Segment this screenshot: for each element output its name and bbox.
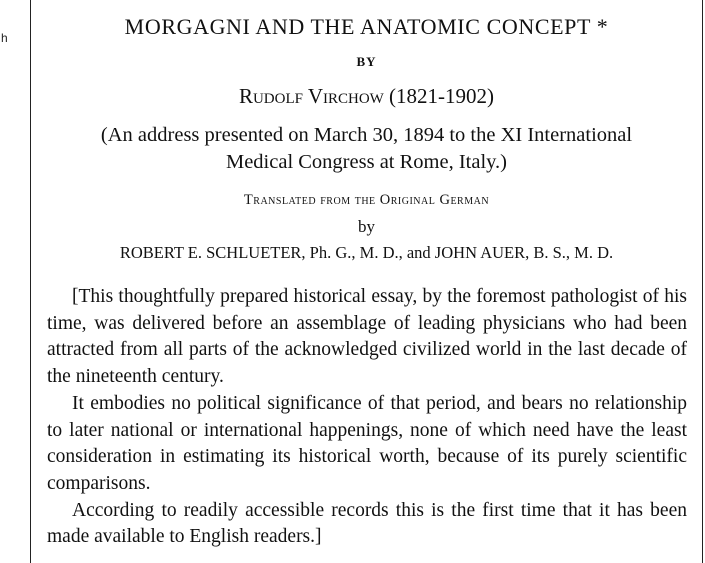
occasion-note [31, 122, 702, 176]
translators-line: ROBERT E. SCHLUETER, Ph. G., M. D., and JOHN AUER, B. S., M. D. [119, 243, 614, 262]
author-line: Rudolf Virchow (1821-1902) [238, 84, 495, 108]
translators-by-label: by [358, 217, 375, 236]
body-paragraph: [This thoughtfully prepared historical essay, by the foremost pathologist of his time, was delivered before an assemblage of leading physicians who had been attracted from all parts of the acknowledged civilized world in the last decade of the nineteenth century. [47, 286, 687, 388]
editorial-note [47, 284, 687, 551]
document-page [31, 0, 702, 563]
occasion-line-2: Medical Congress at Rome, Italy.) [225, 151, 508, 173]
article-title: MORGAGNI AND THE ANATOMIC CONCEPT * [124, 14, 609, 39]
occasion-line-1: (An address presented on March 30, 1894 to the XI International [100, 124, 633, 146]
translation-note: Translated from the Original German [243, 192, 490, 208]
right-border-line [702, 0, 703, 563]
left-gutter [0, 0, 30, 563]
body-paragraph: According to readily accessible records this is the first time that it has been made available to English readers.] [47, 499, 687, 548]
by-label: BY [356, 54, 377, 69]
gutter-letter: h [1, 31, 8, 45]
body-paragraph: It embodies no political significance of that period, and bears no relationship to later national or international happenings, none of which need have the least consideration in estimating its historical worth, because of its purely scientific comparisons. [47, 392, 687, 494]
